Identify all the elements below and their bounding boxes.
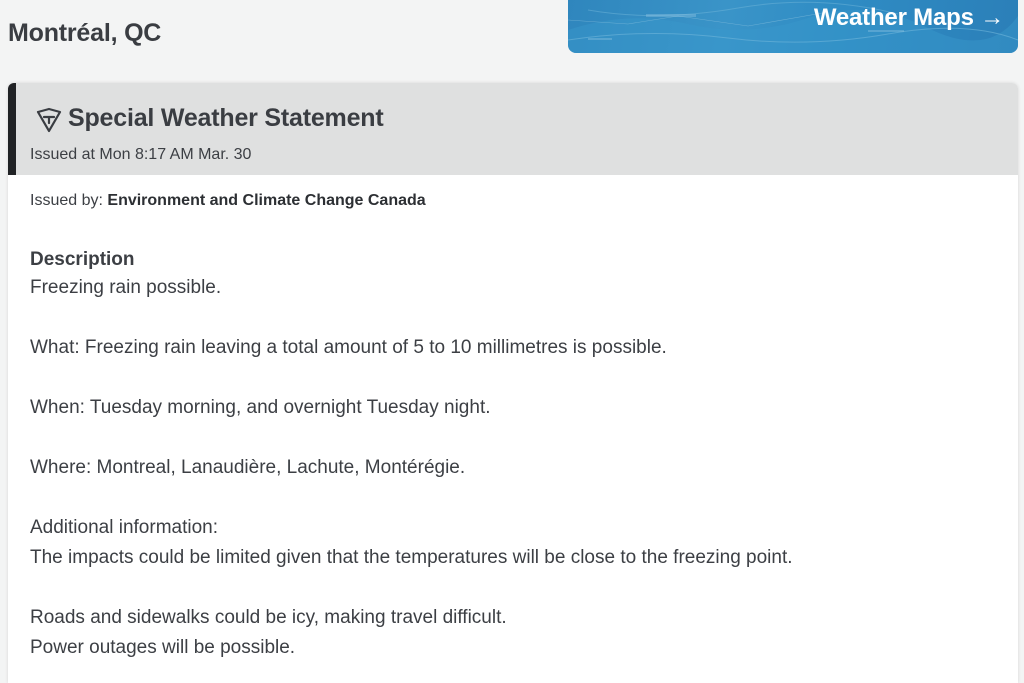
- description-line: Freezing rain possible.: [30, 277, 222, 298]
- description-line: Where: Montreal, Lanaudière, Lachute, Montérégie.: [30, 457, 466, 478]
- issued-by-value: Environment and Climate Change Canada: [107, 192, 426, 209]
- description-heading: Description: [30, 249, 135, 270]
- issued-by: [30, 192, 996, 210]
- location-title: Montréal, QC: [8, 19, 162, 47]
- description-line: [30, 303, 996, 333]
- description-line: [30, 483, 996, 513]
- description-line: When: Tuesday morning, and overnight Tuesday night.: [30, 397, 491, 418]
- description-line: [30, 363, 996, 393]
- top-bar: [0, 0, 1024, 70]
- description-line: [30, 573, 996, 603]
- alert-body: [8, 175, 1018, 663]
- alert-title: Special Weather Statement: [68, 104, 384, 132]
- weather-maps-button[interactable]: [568, 0, 1018, 53]
- weather-maps-label: Weather Maps →: [813, 4, 1004, 31]
- description-line: The impacts could be limited given that the temperatures will be close to the freezing point.: [30, 547, 793, 568]
- description-text: [30, 273, 996, 663]
- description-line: Power outages will be possible.: [30, 637, 296, 658]
- description-line: Additional information:: [30, 517, 218, 538]
- description-line: What: Freezing rain leaving a total amount of 5 to 10 millimetres is possible.: [30, 337, 667, 358]
- issued-by-label: Issued by:: [30, 192, 103, 209]
- alert-shield-icon: [34, 105, 64, 135]
- description-line: [30, 423, 996, 453]
- alert-header: [8, 83, 1018, 175]
- alert-card: [8, 83, 1018, 683]
- description-line: Roads and sidewalks could be icy, making travel difficult.: [30, 607, 507, 628]
- alert-issued-at: Issued at Mon 8:17 AM Mar. 30: [30, 146, 252, 163]
